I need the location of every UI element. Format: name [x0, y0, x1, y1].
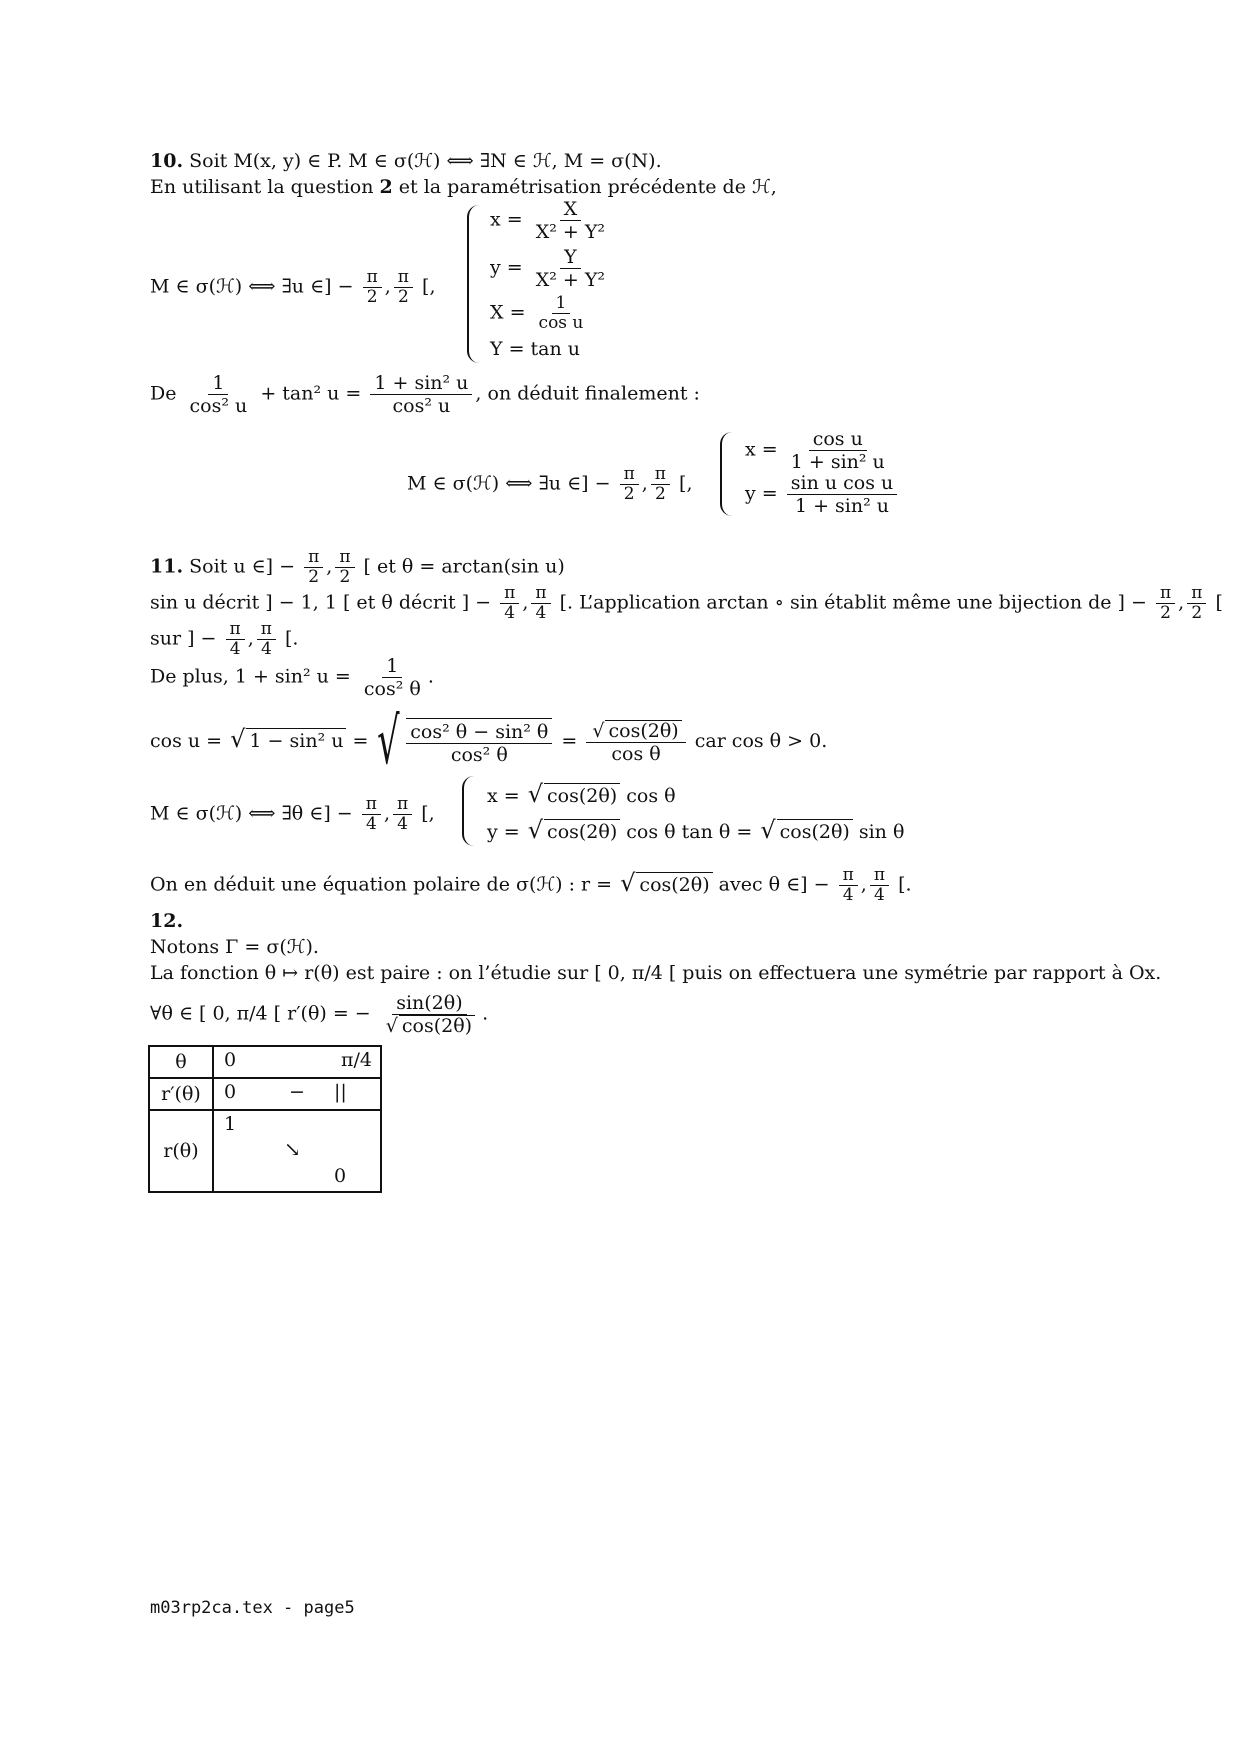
sqrt-sign: √: [527, 816, 544, 844]
frac-den: 2: [1191, 603, 1203, 623]
row-text: Y = tan u: [490, 338, 581, 360]
frac-den: cos u: [538, 313, 584, 333]
fraction: [787, 428, 889, 473]
sqrt-content: cos(2θ): [636, 872, 712, 897]
q11-l5-end: car cos θ > 0.: [694, 730, 828, 752]
frac-den: 2: [397, 287, 409, 307]
frac-den: 2: [654, 484, 666, 504]
sqrt-content: cos(2θ): [544, 819, 620, 844]
sys3-row2: [487, 816, 904, 844]
sqrt-sign: √: [527, 780, 544, 808]
frac-den: 4: [874, 885, 885, 905]
sqrt-content: cos(2θ): [605, 720, 681, 741]
q10-ref: 2: [379, 176, 393, 198]
frac-num: cos u: [809, 428, 867, 451]
frac-num: π: [1156, 584, 1175, 604]
row-lhs: y =: [487, 821, 520, 843]
cell-theta-label: [149, 1046, 213, 1078]
q11-line5: [150, 705, 828, 779]
q10-sys2-lhs: [407, 465, 692, 504]
frac-num: π: [226, 620, 245, 640]
row-lhs: y =: [490, 256, 523, 279]
frac-den: 2: [366, 287, 378, 307]
q11-l4a: De plus, 1 + sin² u =: [150, 665, 351, 688]
pi-over-2: [620, 465, 639, 504]
q11-l5a: cos u =: [150, 730, 223, 752]
pi-over-4: [393, 795, 412, 834]
pi-over-2: [1156, 584, 1175, 623]
frac-num: Y: [560, 246, 581, 269]
sys1-row1: [490, 198, 612, 243]
frac-num: π: [335, 548, 354, 568]
frac-num: sin u cos u: [787, 472, 898, 495]
frac-num: π: [304, 548, 323, 568]
frac-den: 4: [535, 603, 547, 623]
derivative-zero: 0: [224, 1081, 237, 1103]
frac-den: 1 + sin² u: [790, 451, 885, 473]
row-rhs: sin θ: [858, 821, 905, 843]
frac-den: 2: [1160, 603, 1171, 623]
sys1-row3: [490, 294, 590, 333]
variation-table: [148, 1045, 382, 1193]
q10-line1: [150, 148, 662, 174]
sys2-row1: [745, 428, 892, 473]
polar-text: On en déduit une équation polaire de σ(ℋ) : r =: [150, 873, 613, 896]
sqrt-content: cos(2θ): [777, 819, 853, 844]
q10-text-end: et la paramétrisation précédente de ℋ,: [392, 176, 777, 198]
frac-num: π: [531, 584, 550, 604]
sqrt-sign: √: [592, 719, 605, 742]
q11-l3a: sur ] −: [150, 627, 217, 650]
pi-over-2: [394, 268, 413, 307]
q11-l3b: [.: [285, 627, 299, 650]
big-sqrt-sign: √: [377, 705, 401, 779]
cell-function-values: [213, 1110, 381, 1192]
row-lhs: x =: [487, 785, 520, 807]
row-lhs: X =: [490, 301, 526, 324]
frac-den: 4: [365, 814, 377, 834]
frac-den: 4: [504, 603, 516, 623]
q11-number: 11.: [150, 555, 184, 578]
sys1-lhs-text: M ∈ σ(ℋ) ⟺ ∃u ∈] −: [150, 275, 354, 298]
frac-num: π: [257, 620, 276, 640]
page-footer: m03rp2ca.tex - page5: [150, 1598, 355, 1618]
function-max: 1: [224, 1113, 237, 1135]
row-lhs: x =: [490, 208, 523, 231]
frac-den: 4: [260, 639, 272, 659]
frac-den: [380, 1015, 479, 1037]
frac-den: 1 + sin² u: [794, 495, 890, 517]
theta-start: 0: [224, 1049, 237, 1071]
frac-num: 1 + sin² u: [370, 372, 472, 395]
cell-derivative-values: [213, 1078, 381, 1110]
frac-den: cos θ: [611, 742, 661, 765]
frac-den: X² + Y²: [535, 269, 606, 291]
sys2-lhs-text: M ∈ σ(ℋ) ⟺ ∃u ∈] −: [407, 472, 611, 495]
q12-line3: [150, 992, 488, 1037]
fraction: [186, 372, 252, 417]
frac-num: 1: [208, 372, 228, 395]
pi-over-2: [363, 268, 382, 307]
frac-num: π: [620, 465, 639, 485]
q10-text: En utilisant la question: [150, 176, 380, 198]
frac-den: cos² θ: [450, 744, 508, 766]
q10-line2: [150, 174, 777, 200]
sys3-end: [,: [421, 802, 435, 825]
q12-line2: La fonction θ ↦ r(θ) est paire : on l’étudie sur [ 0, π/4 [ puis on effectuera une symétrie par rapport à Ox.: [150, 962, 1162, 984]
frac-den: 4: [397, 814, 408, 834]
frac-num: π: [394, 268, 413, 288]
pi-over-4: [500, 584, 519, 623]
frac-num: 1: [552, 294, 571, 314]
row-lhs: y =: [745, 482, 778, 505]
fraction: [360, 655, 425, 700]
frac-num: sin(2θ): [392, 992, 466, 1015]
table-row-derivative: [149, 1078, 381, 1110]
frac-den: X² + Y²: [535, 221, 606, 243]
q11-sys-lhs: M ∈ σ(ℋ) ⟺ ∃θ ∈] − $\frac{\pi}{4}$ , $\frac{\pi}{4}$ [,: [150, 794, 435, 834]
pi-over-2: [335, 548, 354, 587]
derivative-undefined: ||: [334, 1081, 347, 1103]
pi-over-4: [226, 620, 245, 659]
pi-over-4: [257, 620, 276, 659]
derivative-sign: −: [289, 1081, 305, 1103]
sys2-end: [,: [679, 472, 693, 495]
q11-polar-line: On en déduit une équation polaire de σ(ℋ) : r = √ cos(2θ) avec θ ∈] − $\frac{\pi}{4}$ , $\frac{\pi}{4}$ [.: [150, 865, 912, 905]
sqrt-content: cos(2θ): [544, 783, 620, 808]
pi-over-4: [870, 866, 889, 905]
fraction: [787, 472, 898, 517]
cell-theta-values: [213, 1046, 381, 1078]
frac-den: 4: [842, 885, 854, 905]
derivative-label: r′(θ): [161, 1083, 201, 1105]
cell-derivative-label: [149, 1078, 213, 1110]
frac-num: π: [839, 866, 858, 886]
fraction: [586, 720, 685, 765]
frac-num: X: [560, 198, 582, 221]
pi-over-2: [1187, 584, 1206, 623]
brace-sys3: [462, 776, 474, 846]
table-row-theta: [149, 1046, 381, 1078]
frac-num: π: [362, 795, 381, 815]
row-mid: cos θ tan θ =: [626, 821, 753, 843]
sqrt-sign: √: [230, 725, 246, 753]
function-label: r(θ): [163, 1140, 199, 1162]
q11-line3: sur ] − $\frac{\pi}{4}$ , $\frac{\pi}{4}$ [.: [150, 619, 299, 659]
fraction: [535, 294, 588, 333]
polar-end: [.: [898, 873, 912, 896]
q11-line2: sin u décrit ] − 1, 1 [ et θ décrit ] − $\frac{\pi}{4}$ , $\frac{\pi}{4}$ [. L’application arctan ∘ sin établit même une bijection de ] − $\frac{\pi}{2}$ , $\frac{\pi}{2}$ [: [150, 583, 1223, 623]
q10-sys1-lhs: [150, 268, 435, 307]
brace-sys1: [467, 205, 479, 363]
pi-over-4: [531, 584, 550, 623]
frac-num: cos² θ − sin² θ: [406, 721, 552, 744]
frac-num: π: [651, 465, 670, 485]
sqrt-content: cos(2θ): [399, 1015, 475, 1036]
q12-l3a: ∀θ ∈ [ 0, π/4 [ r′(θ) = −: [150, 1002, 371, 1025]
q11-l2b: [. L’application arctan ∘ sin établit même une bijection de ] −: [559, 591, 1147, 614]
q11-l2c: [: [1215, 591, 1223, 614]
q12-number: 12.: [150, 910, 184, 932]
de-end: , on déduit finalement :: [475, 382, 700, 405]
sys3-row1: [487, 780, 676, 808]
q11-line1: 11. Soit u ∈] − $\frac{\pi}{2}$ , $\frac{\pi}{2}$ [ et θ = arctan(sin u): [150, 547, 565, 587]
sep: ,: [384, 275, 391, 298]
q10-statement: Soit M(x, y) ∈ P. M ∈ σ(ℋ) ⟺ ∃N ∈ ℋ, M = σ(N).: [189, 150, 662, 172]
sys1-row4: [490, 338, 580, 360]
fraction: [370, 372, 472, 417]
fraction-under-sqrt: [406, 718, 552, 766]
sep: ,: [641, 472, 648, 495]
pi-over-2: [304, 548, 323, 587]
theta-label: θ: [175, 1051, 187, 1073]
pi-over-4: [839, 866, 858, 905]
pi-over-2: [651, 465, 670, 504]
equals: =: [561, 730, 578, 752]
equals: =: [352, 730, 369, 752]
theta-end: π/4: [341, 1049, 372, 1071]
decreasing-arrow-icon: ↘: [284, 1137, 301, 1161]
q10-number: 10.: [150, 150, 184, 172]
frac-den: cos² θ: [363, 678, 421, 700]
q11-l4-end: .: [427, 665, 434, 688]
sqrt-sign: √: [620, 868, 636, 897]
frac-num: [586, 720, 685, 743]
frac-num: π: [363, 268, 382, 288]
q11-line4: [150, 655, 434, 700]
sqrt-sign: √: [760, 816, 776, 844]
polar-text-b: avec θ ∈] −: [718, 873, 830, 896]
brace-sys2: [720, 432, 732, 516]
frac-den: cos² u: [189, 395, 248, 417]
frac-den: cos² u: [392, 395, 451, 417]
frac-den: 2: [623, 484, 635, 504]
q12-l3-end: .: [482, 1002, 489, 1025]
de-mid: + tan² u =: [260, 382, 362, 405]
fraction: [532, 198, 609, 243]
pi-over-4: [362, 795, 381, 834]
de-text: De: [150, 382, 177, 405]
frac-num: π: [870, 866, 889, 886]
sys1-end: [,: [422, 275, 436, 298]
frac-num: π: [393, 795, 412, 815]
frac-den: 2: [308, 567, 320, 587]
frac-den: 4: [229, 639, 241, 659]
fraction: [380, 992, 479, 1037]
fraction: [532, 246, 609, 291]
q11-text-end: [ et θ = arctan(sin u): [363, 555, 565, 578]
q11-text: Soit u ∈] −: [189, 555, 296, 578]
q10-de-line: [150, 372, 700, 417]
frac-num: π: [500, 584, 519, 604]
sys2-row2: [745, 472, 900, 517]
cell-function-label: [149, 1110, 213, 1192]
q12-line1: Notons Γ = σ(ℋ).: [150, 936, 319, 958]
sys3-lhs-text: M ∈ σ(ℋ) ⟺ ∃θ ∈] −: [150, 802, 353, 825]
sqrt-sign: √: [385, 1015, 398, 1037]
row-lhs: x =: [745, 438, 778, 461]
sys1-row2: [490, 246, 612, 291]
sqrt-content: 1 − sin² u: [246, 728, 346, 753]
frac-num: π: [1187, 584, 1206, 604]
table-row-function: [149, 1110, 381, 1192]
row-rhs: cos θ: [626, 785, 676, 807]
frac-num: 1: [382, 655, 402, 678]
q11-l2a: sin u décrit ] − 1, 1 [ et θ décrit ] −: [150, 591, 492, 614]
function-min: 0: [334, 1165, 347, 1187]
frac-den: 2: [339, 567, 351, 587]
